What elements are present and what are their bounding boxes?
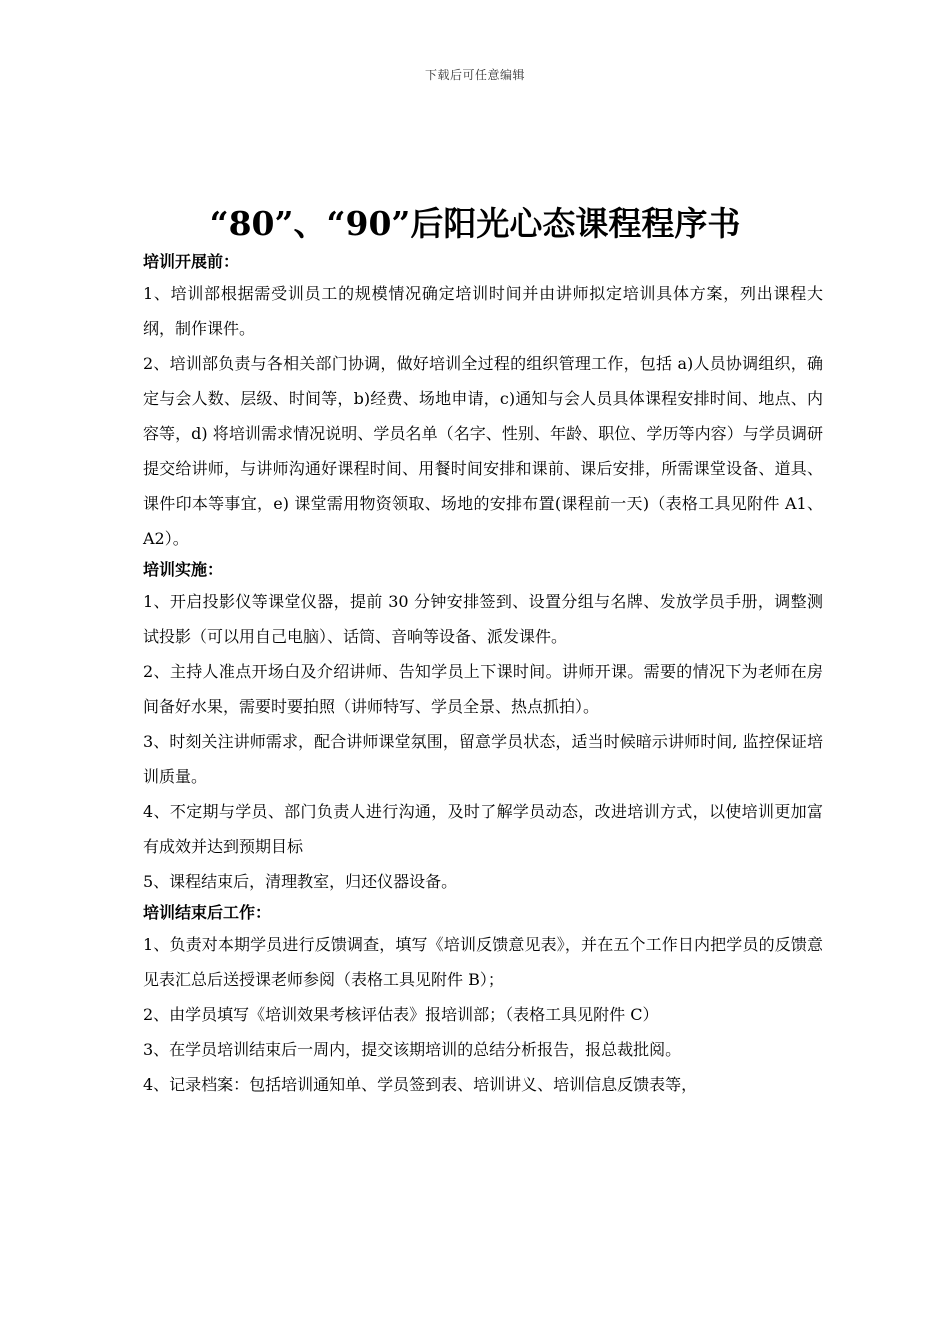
- paragraph: 4、记录档案：包括培训通知单、学员签到表、培训讲义、培训信息反馈表等，: [143, 1075, 698, 1094]
- paragraph: 1、负责对本期学员进行反馈调查，填写《培训反馈意见表》，并在五个工作日内把学员的反馈意见表汇总后送授课老师参阅（表格工具见附件 B）；: [143, 935, 823, 989]
- document-body: [143, 248, 823, 1102]
- section-heading: 培训实施：: [143, 560, 224, 579]
- paragraph: 3、时刻关注讲师需求，配合讲师课堂氛围，留意学员状态，适当时候暗示讲师时间, 监控保证培训质量。: [143, 732, 823, 786]
- section-training-implementation: [143, 556, 823, 899]
- document-title: “80”、“90”后阳光心态课程程序书: [209, 204, 741, 243]
- header-note: 下载后可任意编辑: [424, 68, 525, 82]
- paragraph: 1、培训部根据需受训员工的规模情况确定培训时间并由讲师拟定培训具体方案，列出课程大纲，制作课件。: [143, 284, 823, 338]
- paragraph: 2、主持人准点开场白及介绍讲师、告知学员上下课时间。讲师开课。需要的情况下为老师在房间备好水果，需要时要拍照（讲师特写、学员全景、热点抓拍）。: [143, 662, 823, 716]
- paragraph: 2、由学员填写《培训效果考核评估表》报培训部；（表格工具见附件 C）: [143, 1005, 659, 1024]
- section-before-training: [143, 248, 823, 556]
- section-after-training: [143, 899, 823, 1102]
- paragraph: 2、培训部负责与各相关部门协调，做好培训全过程的组织管理工作，包括 a)人员协调组织，确定与会人数、层级、时间等，b)经费、场地申请，c)通知与会人员具体课程安排时间、地点、内容等，d) 将培训需求情况说明、学员名单（名字、性别、年龄、职位、学历等内容）与学员调研提交给讲师，与讲师沟通好课程时间、用餐时间安排和课前、课后安排，所需课堂设备、道具、课件印本等事宜，e) 课堂需用物资领取、场地的安排布置(课程前一天)（表格工具见附件 A1、A2）。: [143, 354, 823, 548]
- section-heading: 培训结束后工作：: [143, 903, 272, 922]
- paragraph: 3、在学员培训结束后一周内，提交该期培训的总结分析报告，报总裁批阅。: [143, 1040, 682, 1059]
- section-heading: 培训开展前：: [143, 252, 240, 271]
- paragraph: 4、不定期与学员、部门负责人进行沟通，及时了解学员动态，改进培训方式，以使培训更加富有成效并达到预期目标: [143, 802, 823, 856]
- paragraph: 5、课程结束后，清理教室，归还仪器设备。: [143, 872, 458, 891]
- paragraph: 1、开启投影仪等课堂仪器，提前 30 分钟安排签到、设置分组与名牌、发放学员手册，调整测试投影（可以用自己电脑）、话筒、音响等设备、派发课件。: [143, 592, 823, 646]
